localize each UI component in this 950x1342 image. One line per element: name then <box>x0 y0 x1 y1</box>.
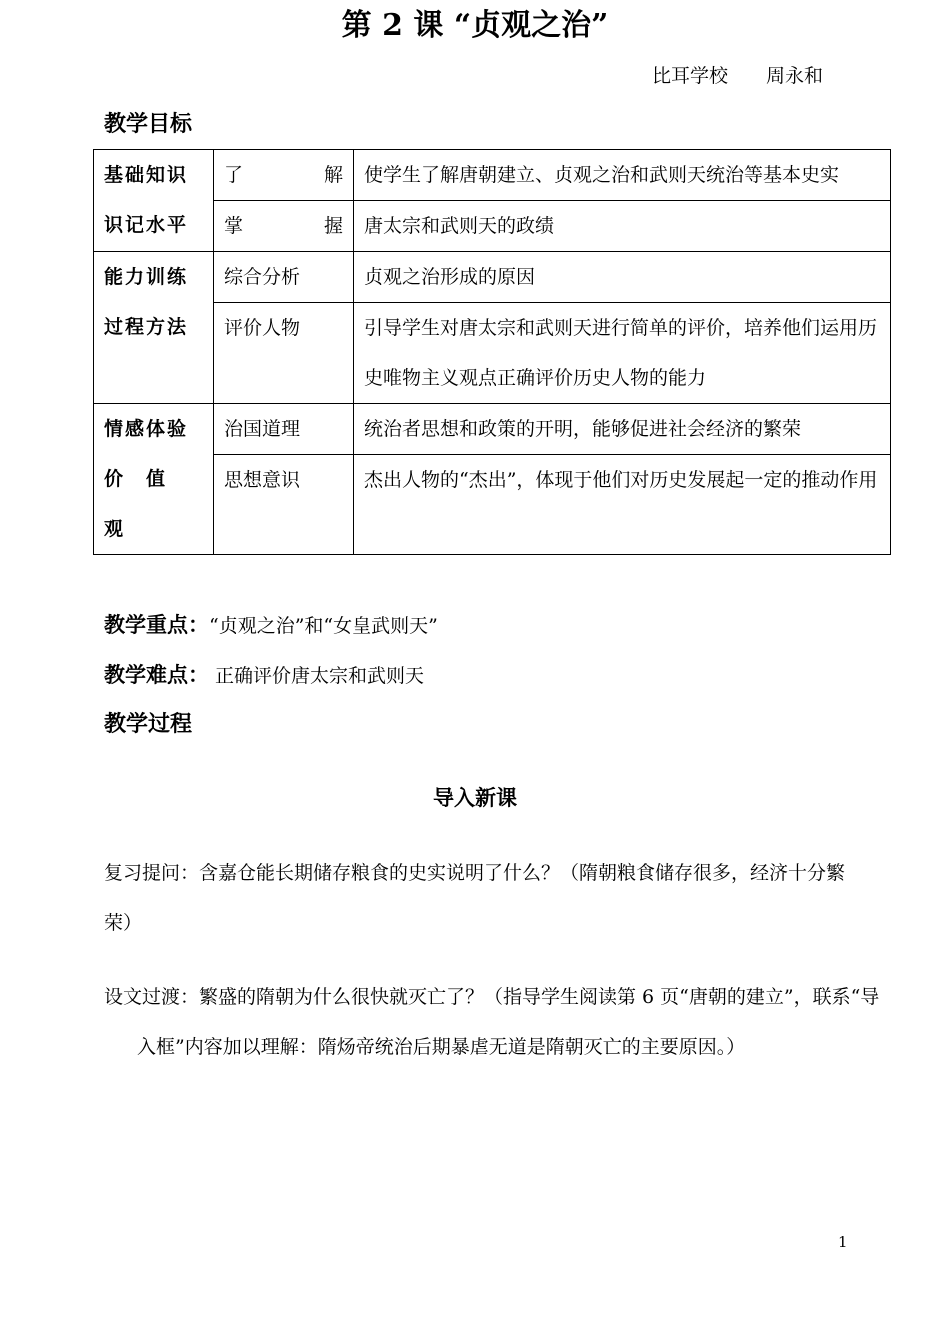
difficulty-text: 正确评价唐太宗和武则天 <box>209 665 425 687</box>
content-cell: 杰出人物的“杰出”，体现于他们对历史发展起一定的推动作用 <box>354 455 891 555</box>
content-cell: 统治者思想和政策的开明，能够促进社会经济的繁荣 <box>354 404 891 455</box>
page-number: 1 <box>838 1233 848 1251</box>
content-cell: 贞观之治形成的原因 <box>354 252 891 303</box>
key-point-label: 教学重点： <box>104 612 209 637</box>
lesson-title: 第 2 课 “贞观之治” <box>341 8 609 43</box>
section-heading: 导入新课 <box>433 785 517 810</box>
sub-cell: 思想意识 <box>214 455 354 555</box>
table-row <box>94 404 891 455</box>
table-row <box>94 303 891 404</box>
table-row <box>94 201 891 252</box>
sub-cell: 治国道理 <box>214 404 354 455</box>
table-row <box>94 252 891 303</box>
goals-heading: 教学目标 <box>104 111 193 137</box>
category-cell: 情感体验价 值 观 <box>94 404 214 555</box>
content-cell: 引导学生对唐太宗和武则天进行简单的评价，培养他们运用历史唯物主义观点正确评价历史人物的能力 <box>354 303 891 404</box>
difficulty-line <box>104 660 424 691</box>
author-line: 比耳学校 周永和 <box>652 65 824 87</box>
content-cell: 唐太宗和武则天的政绩 <box>354 201 891 252</box>
key-point-line <box>104 610 438 641</box>
content-cell: 使学生了解唐朝建立、贞观之治和武则天统治等基本史实 <box>354 150 891 201</box>
sub-cell: 综合分析 <box>214 252 354 303</box>
process-heading: 教学过程 <box>104 711 193 737</box>
table-row <box>94 455 891 555</box>
goals-table <box>93 149 891 555</box>
category-cell: 基础知识识记水平 <box>94 150 214 252</box>
sub-cell: 评价人物 <box>214 303 354 404</box>
category-cell: 能力训练过程方法 <box>94 252 214 404</box>
transition-paragraph: 设文过渡：繁盛的隋朝为什么很快就灭亡了？（指导学生阅读第 6 页“唐朝的建立”，联系“导入框”内容加以理解：隋炀帝统治后期暴虐无道是隋朝灭亡的主要原因。） <box>104 986 880 1058</box>
table-row <box>94 150 891 201</box>
review-paragraph: 复习提问：含嘉仓能长期储存粮食的史实说明了什么？（隋朝粮食储存很多，经济十分繁荣） <box>104 862 846 934</box>
difficulty-label: 教学难点： <box>104 662 209 687</box>
sub-cell: 了 解 <box>214 150 354 201</box>
key-point-text: “贞观之治”和“女皇武则天” <box>209 615 438 637</box>
sub-cell: 掌 握 <box>214 201 354 252</box>
